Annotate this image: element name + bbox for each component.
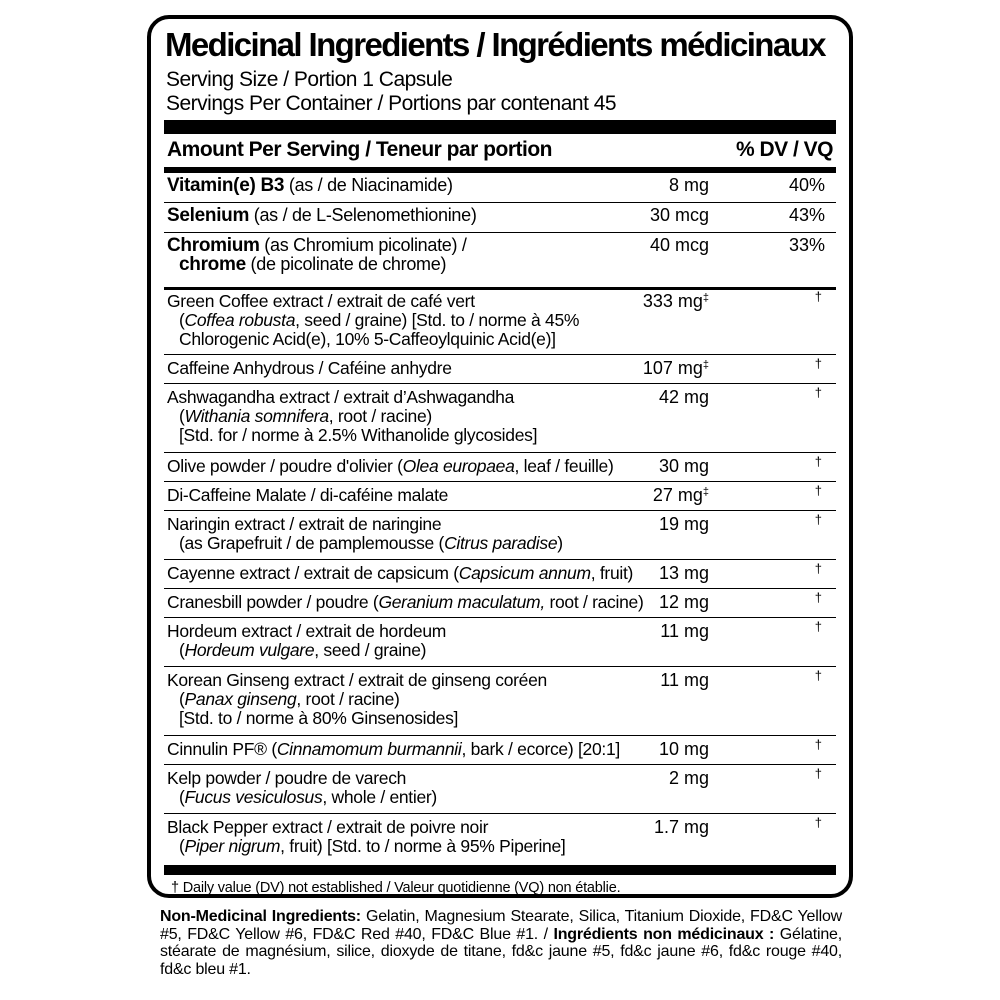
dagger-mark: † — [814, 590, 822, 605]
amount-value — [669, 769, 709, 788]
header-divider — [164, 167, 836, 173]
amount-text: 333 mg — [642, 291, 703, 311]
double-dagger-mark: ‡ — [702, 292, 709, 304]
dagger-mark: † — [814, 356, 822, 371]
ingredient-text: Green Coffee extract / extrait de café vert — [167, 291, 475, 311]
amount-value: 40 mcg — [649, 235, 709, 255]
ingredient-name — [167, 671, 547, 728]
nutrient-source: (as / de Niacinamide) — [284, 175, 453, 195]
row-divider — [164, 232, 836, 233]
nutrient-source: (de picolinate de chrome) — [245, 254, 447, 274]
ingredient-text: Naringin extract / extrait de naringine — [167, 514, 442, 534]
row-divider — [164, 764, 836, 765]
ingredient-name — [167, 457, 614, 476]
ingredient-text: (as Grapefruit / de pamplemousse ( — [179, 533, 445, 553]
row-divider — [164, 735, 836, 736]
nutrient-line — [167, 176, 453, 195]
amount-text: 19 mg — [658, 514, 709, 534]
ingredient-name — [167, 359, 452, 378]
ingredient-line — [167, 818, 565, 837]
ingredient-name — [167, 769, 437, 807]
ingredient-line — [167, 641, 446, 660]
ingredient-text: ( — [179, 310, 185, 330]
amount-text: 42 mg — [658, 387, 709, 407]
amount-text: 30 mg — [658, 456, 709, 476]
ingredient-text: ( — [179, 787, 185, 807]
amount-value — [659, 515, 709, 534]
double-dagger-mark: ‡ — [702, 486, 709, 498]
ingredient-line — [167, 407, 537, 426]
amount-text: 2 mg — [668, 768, 709, 788]
ingredient-text: Caffeine Anhydrous / Caféine anhydre — [167, 358, 452, 378]
header-dv: % DV / VQ — [735, 138, 833, 161]
nutrient-bold: chrome — [179, 254, 246, 275]
ingredient-name — [167, 622, 446, 660]
nutrient-name — [167, 236, 467, 274]
nutrient-bold: Selenium — [167, 205, 250, 226]
ingredient-text: , fruit) — [590, 563, 634, 583]
ingredient-line — [167, 769, 437, 788]
dagger-mark: † — [814, 289, 822, 304]
ingredient-text: ) — [557, 533, 563, 553]
dagger-mark: † — [814, 483, 822, 498]
nutrient-bold: Chromium — [167, 235, 260, 256]
ingredient-line — [167, 359, 452, 378]
ingredient-line — [167, 690, 547, 709]
ingredient-text: ( — [179, 836, 185, 856]
nutrient-source: (as / de L-Selenomethionine) — [249, 205, 477, 225]
ingredient-text: , fruit) [Std. to / norme à 95% Piperine] — [280, 836, 566, 856]
non-medicinal-label-fr: Ingrédients non médicinaux : — [553, 925, 775, 943]
row-divider — [164, 202, 836, 203]
amount-text: 1.7 mg — [653, 817, 709, 837]
thick-divider — [164, 120, 836, 134]
latin-name: Citrus paradise — [444, 533, 558, 553]
amount-value — [643, 359, 709, 378]
amount-value — [653, 486, 709, 505]
row-divider — [164, 813, 836, 814]
ingredient-text: , seed / graine) [Std. to / norme à 45% — [295, 310, 580, 330]
nutrient-line — [167, 206, 477, 225]
dv-value: 40% — [788, 175, 825, 195]
amount-text: 11 mg — [660, 621, 709, 641]
amount-text: 11 mg — [660, 670, 709, 690]
amount-value — [654, 818, 709, 837]
amount-value — [659, 457, 709, 476]
servings-per-container: Servings Per Container / Portions par contenant 45 — [166, 92, 617, 115]
non-medicinal-ingredients — [160, 908, 842, 978]
dagger-mark: † — [814, 512, 822, 527]
ingredient-text: Hordeum extract / extrait de hordeum — [167, 621, 447, 641]
latin-name: Cinnamomum burmannii — [276, 739, 462, 759]
ingredient-line — [167, 457, 614, 476]
header-amount: Amount Per Serving / Teneur par portion — [167, 138, 552, 161]
ingredient-line — [167, 515, 563, 534]
dagger-mark: † — [814, 561, 822, 576]
ingredient-name — [167, 486, 448, 505]
row-divider — [164, 617, 836, 618]
amount-value — [659, 388, 709, 407]
ingredient-text: , root / racine) — [296, 689, 400, 709]
latin-name: Capsicum annum — [458, 563, 591, 583]
dagger-mark: † — [814, 737, 822, 752]
nutrient-name — [167, 176, 453, 195]
amount-value: 30 mcg — [649, 205, 709, 225]
ingredient-name — [167, 564, 633, 583]
ingredient-line: [Std. for / norme à 2.5% Withanolide glycosides] — [179, 425, 538, 445]
ingredient-name — [167, 740, 620, 759]
amount-value — [660, 671, 709, 690]
row-divider — [164, 588, 836, 589]
dagger-mark: † — [814, 454, 822, 469]
double-dagger-mark: ‡ — [702, 359, 709, 371]
ingredient-text: , bark / ecorce) [20:1] — [461, 739, 620, 759]
latin-name: Piper nigrum — [184, 836, 281, 856]
ingredient-text: , leaf / feuille) — [514, 456, 614, 476]
ingredient-line: Chlorogenic Acid(e), 10% 5-Caffeoylquinic Acid(e)] — [179, 329, 556, 349]
latin-name: Coffea robusta — [184, 310, 296, 330]
row-divider — [164, 510, 836, 511]
ingredient-text: Cinnulin PF® ( — [167, 739, 277, 759]
amount-text: 107 mg — [642, 358, 703, 378]
latin-name: Withania somnifera — [184, 406, 329, 426]
ingredient-text: root / racine) — [544, 592, 644, 612]
panel-title: Medicinal Ingredients / Ingrédients médicinaux — [165, 26, 825, 63]
dagger-mark: † — [814, 385, 822, 400]
amount-value — [659, 564, 709, 583]
amount-value — [659, 593, 709, 612]
amount-value — [660, 622, 709, 641]
ingredient-text: Olive powder / poudre d'olivier ( — [167, 456, 403, 476]
row-divider — [164, 452, 836, 453]
ingredient-line: [Std. to / norme à 80% Ginsenosides] — [179, 708, 459, 728]
ingredient-text: Cayenne extract / extrait de capsicum ( — [167, 563, 459, 583]
ingredient-text: , seed / graine) — [314, 640, 427, 660]
dagger-mark: † — [814, 766, 822, 781]
bottom-divider — [164, 865, 836, 875]
row-divider — [164, 383, 836, 384]
latin-name: Geranium maculatum, — [378, 592, 545, 612]
ingredient-name — [167, 818, 565, 856]
ingredient-line — [167, 534, 563, 553]
ingredient-line — [167, 292, 579, 311]
row-divider — [164, 287, 836, 290]
row-divider — [164, 481, 836, 482]
nutrient-source: (as Chromium picolinate) / — [259, 235, 467, 255]
nutrient-line — [167, 236, 467, 255]
ingredient-line — [167, 671, 547, 690]
ingredient-name — [167, 593, 644, 612]
nutrient-line — [167, 255, 467, 274]
ingredient-line — [167, 788, 437, 807]
ingredient-line — [167, 388, 537, 407]
nutrient-name — [167, 206, 477, 225]
ingredient-text: Ashwagandha extract / extrait d’Ashwagandha — [167, 387, 515, 407]
dv-value: 43% — [788, 205, 825, 225]
amount-value: 8 mg — [668, 175, 709, 195]
footnote: † Daily value (DV) not established / Valeur quotidienne (VQ) non établie. — [171, 880, 621, 896]
ingredient-line — [167, 837, 565, 856]
ingredient-line — [167, 311, 579, 330]
non-medicinal-text: Gelatin, Magnesium Stearate, Silica, Titanium Dioxide, FD&C Yellow #5, FD&C Yellow #6, FD&C Red #40, FD&C Blue #1. / — [160, 908, 842, 943]
ingredient-text: ( — [179, 640, 185, 660]
ingredient-text: ( — [179, 406, 185, 426]
supplement-facts-panel — [147, 15, 853, 898]
ingredient-line — [167, 486, 448, 505]
latin-name: Fucus vesiculosus — [184, 787, 323, 807]
ingredient-line — [167, 564, 633, 583]
ingredient-name — [167, 292, 579, 349]
dagger-mark: † — [814, 668, 822, 683]
serving-size: Serving Size / Portion 1 Capsule — [166, 68, 453, 91]
latin-name: Hordeum vulgare — [184, 640, 315, 660]
ingredient-name — [167, 515, 563, 553]
non-medicinal-label: Non-Medicinal Ingredients: — [160, 908, 361, 925]
ingredient-text: , whole / entier) — [322, 787, 437, 807]
ingredient-line — [167, 593, 644, 612]
ingredient-text: Kelp powder / poudre de varech — [167, 768, 407, 788]
ingredient-text: ( — [179, 689, 185, 709]
amount-text: 10 mg — [658, 739, 709, 759]
latin-name: Olea europaea — [402, 456, 515, 476]
dv-value: 33% — [788, 235, 825, 255]
ingredient-text: Black Pepper extract / extrait de poivre noir — [167, 817, 489, 837]
nutrient-bold: Vitamin(e) B3 — [167, 175, 285, 196]
dagger-mark: † — [814, 815, 822, 830]
ingredient-name — [167, 388, 537, 445]
ingredient-text: Korean Ginseng extract / extrait de ginseng coréen — [167, 670, 547, 690]
ingredient-line — [167, 622, 446, 641]
ingredient-text: , root / racine) — [328, 406, 432, 426]
amount-value — [643, 292, 709, 311]
row-divider — [164, 559, 836, 560]
non-medicinal-text-fr: Gélatine, stéarate de magnésium, silice, dioxyde de titane, fd&c jaune #5, fd&c jaune #6, fd&c rouge #40, fd&c bleu #1. — [160, 925, 842, 978]
dagger-mark: † — [814, 619, 822, 634]
latin-name: Panax ginseng — [184, 689, 297, 709]
amount-text: 12 mg — [658, 592, 709, 612]
ingredient-line — [167, 740, 620, 759]
ingredient-text: Di-Caffeine Malate / di-caféine malate — [167, 485, 449, 505]
amount-text: 27 mg — [652, 485, 703, 505]
ingredient-text: Cranesbill powder / poudre ( — [167, 592, 379, 612]
amount-text: 13 mg — [658, 563, 709, 583]
amount-value — [659, 740, 709, 759]
row-divider — [164, 666, 836, 667]
row-divider — [164, 354, 836, 355]
